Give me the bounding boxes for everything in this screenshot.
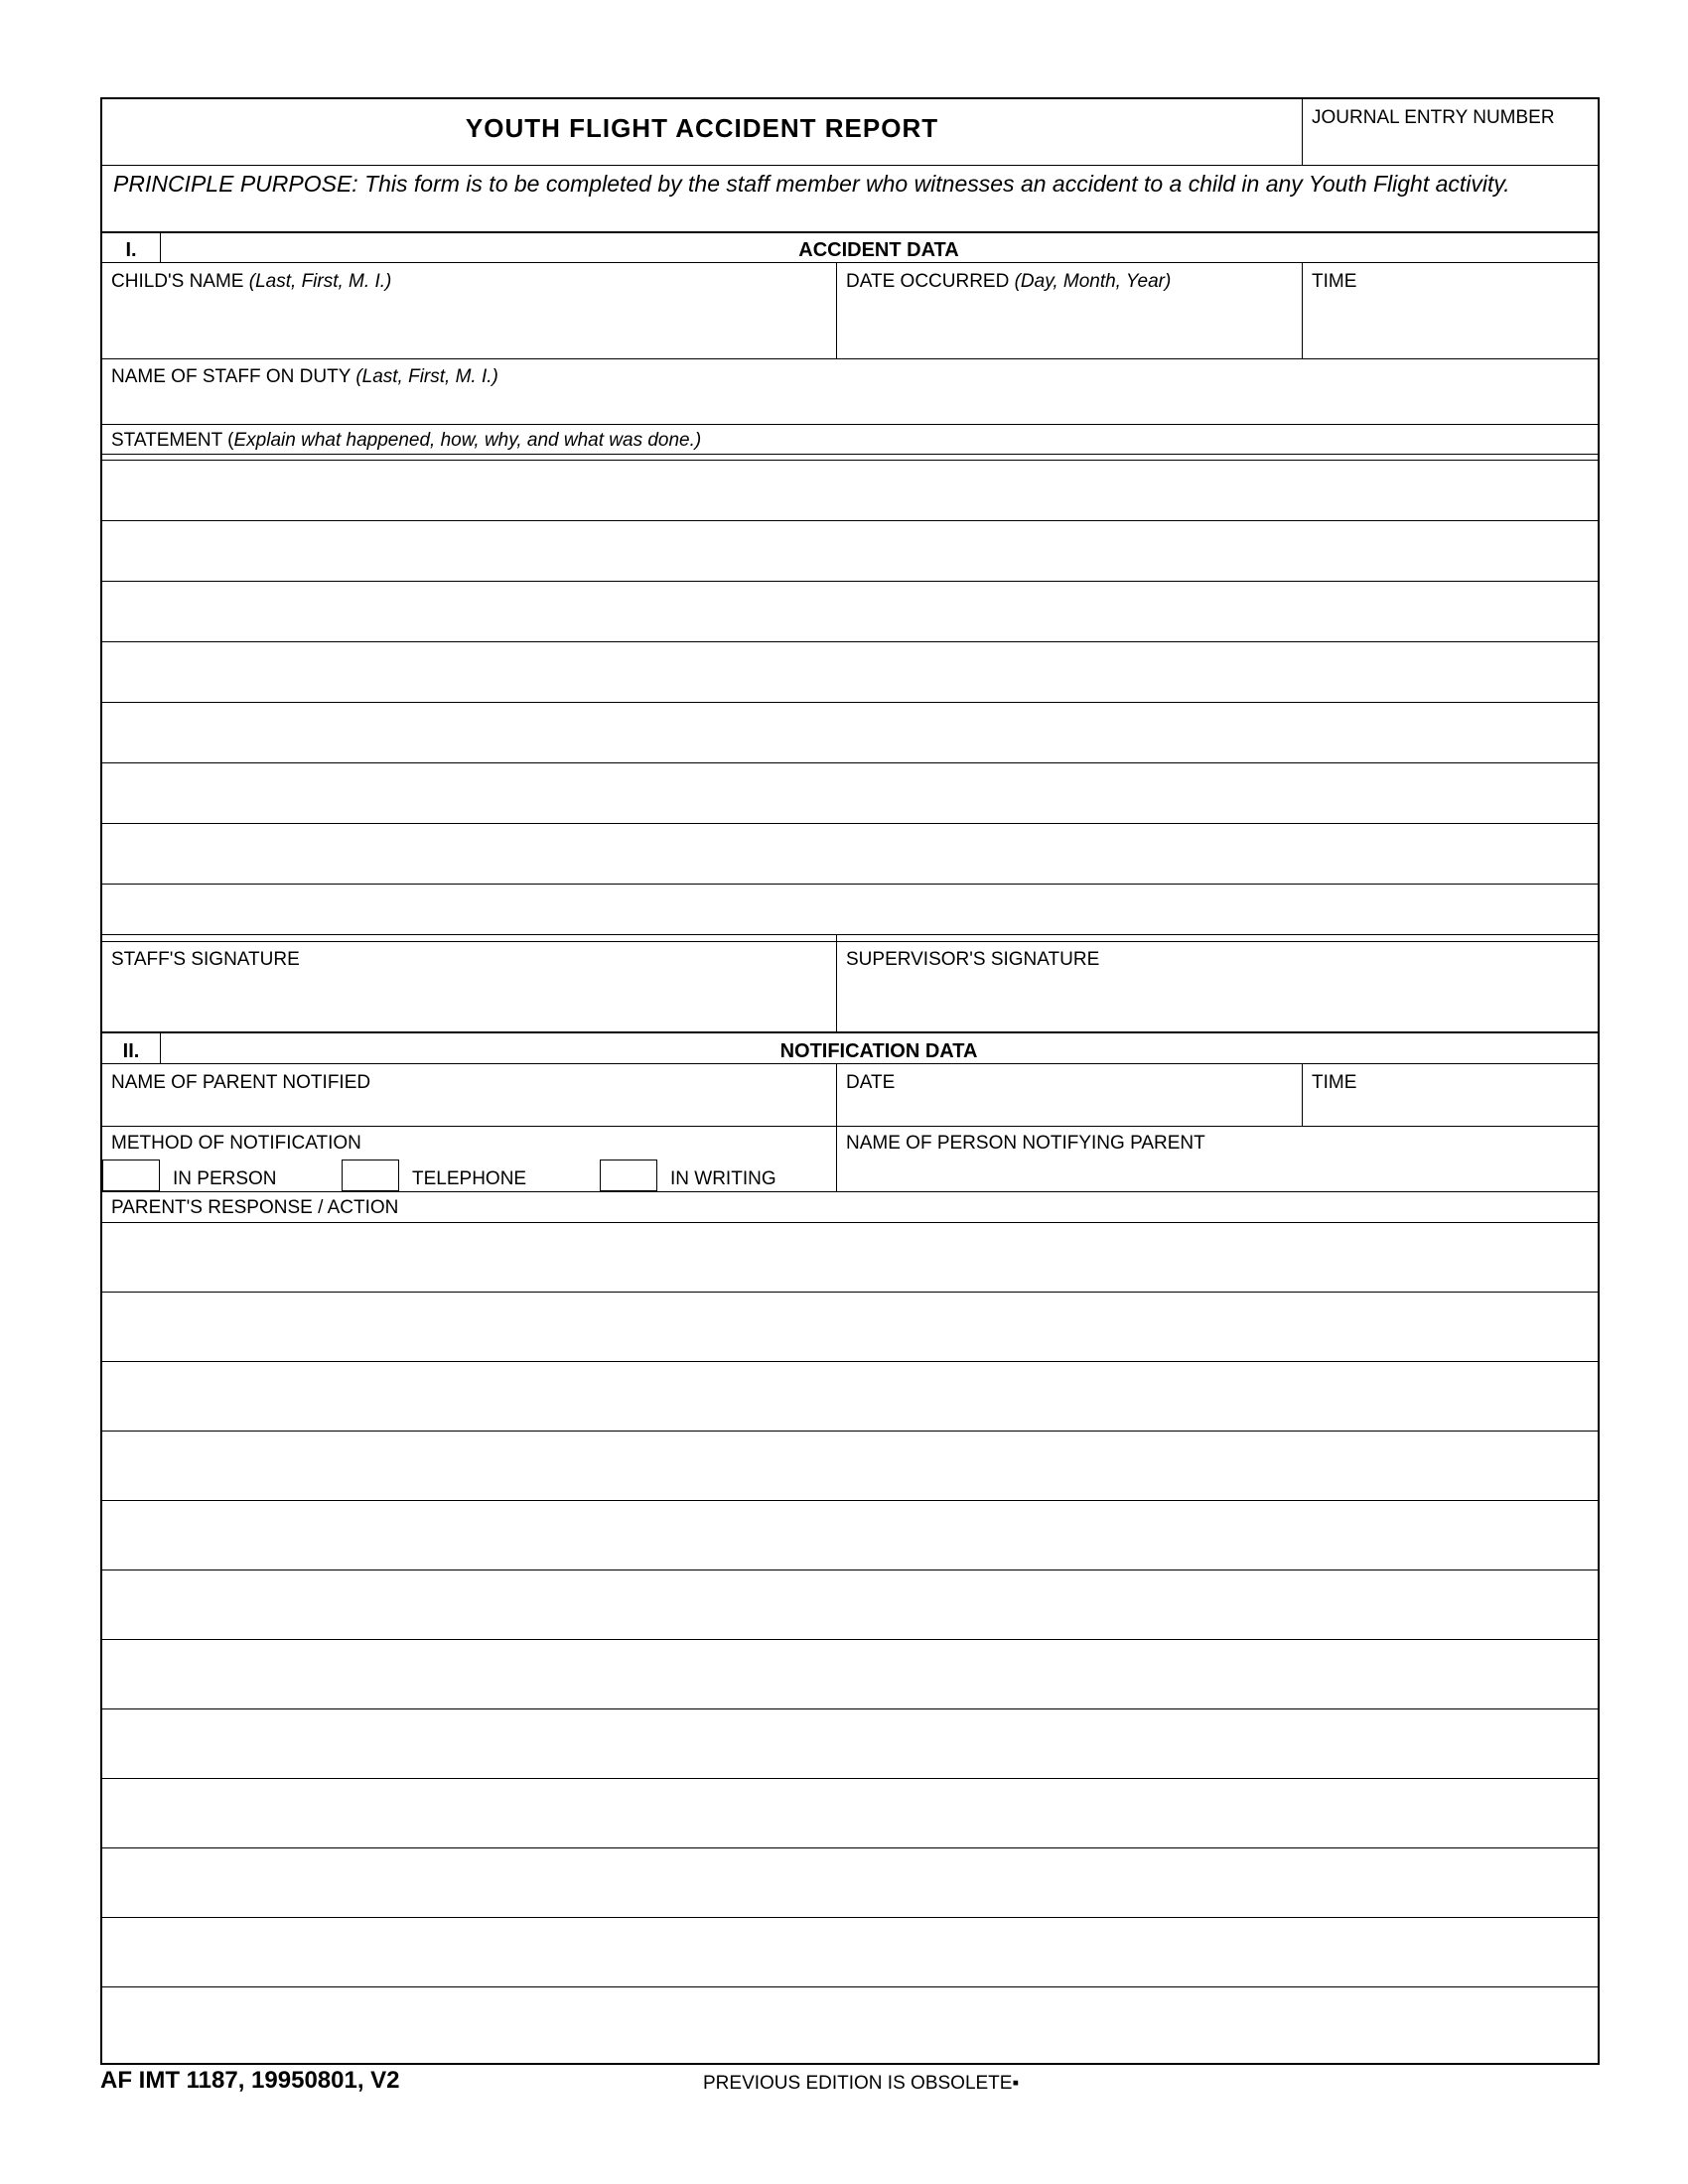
time-label: TIME xyxy=(1312,271,1357,292)
journal-entry-label: JOURNAL ENTRY NUMBER xyxy=(1312,107,1555,128)
staff-signature-input[interactable] xyxy=(111,977,826,1024)
date-occurred-hint: (Day, Month, Year) xyxy=(1014,271,1172,292)
person-notifying-label: NAME OF PERSON NOTIFYING PARENT xyxy=(846,1133,1205,1154)
telephone-checkbox[interactable] xyxy=(342,1160,399,1191)
notification-time-label: TIME xyxy=(1312,1072,1357,1093)
divider xyxy=(102,1031,1598,1033)
divider xyxy=(102,1126,1598,1127)
telephone-label: TELEPHONE xyxy=(412,1168,527,1189)
divider xyxy=(102,262,1598,263)
in-writing-checkbox[interactable] xyxy=(600,1160,657,1191)
childs-name-label-text: CHILD'S NAME xyxy=(111,271,244,292)
statement-label xyxy=(111,430,701,452)
notification-date-label: DATE xyxy=(846,1072,896,1093)
staff-on-duty-label xyxy=(111,366,498,388)
response-line xyxy=(102,1222,1598,1223)
childs-name-label xyxy=(111,271,391,293)
childs-name-hint: (Last, First, M. I.) xyxy=(248,271,392,292)
divider xyxy=(1302,99,1303,165)
divider xyxy=(102,231,1598,233)
parent-response-label: PARENT'S RESPONSE / ACTION xyxy=(111,1197,399,1218)
divider xyxy=(1302,1063,1303,1126)
method-of-notification-label: METHOD OF NOTIFICATION xyxy=(111,1133,361,1154)
divider xyxy=(102,454,1598,455)
divider xyxy=(102,934,1598,935)
section-1-number: I. xyxy=(125,239,137,261)
form-title: YOUTH FLIGHT ACCIDENT REPORT xyxy=(465,113,939,143)
supervisor-signature-label: SUPERVISOR'S SIGNATURE xyxy=(846,949,1100,970)
statement-input[interactable] xyxy=(111,463,1581,929)
divider xyxy=(1302,262,1303,358)
form-identifier: AF IMT 1187, 19950801, V2 xyxy=(100,2067,400,2094)
parent-notified-label: NAME OF PARENT NOTIFIED xyxy=(111,1072,371,1093)
journal-entry-input[interactable] xyxy=(1312,133,1590,159)
divider xyxy=(836,262,837,358)
date-occurred-label xyxy=(846,271,1171,293)
parent-response-input[interactable] xyxy=(111,1225,1581,2057)
statement-line xyxy=(102,460,1598,461)
in-person-label: IN PERSON xyxy=(173,1168,277,1189)
childs-name-input[interactable] xyxy=(111,304,826,351)
notification-date-input[interactable] xyxy=(846,1096,1293,1124)
principle-purpose: PRINCIPLE PURPOSE: This form is to be completed by the staff member who witnesses an accident to a child in any Youth Flight activity. xyxy=(113,171,1510,197)
divider xyxy=(102,424,1598,425)
section-2-number: II. xyxy=(122,1040,140,1062)
date-occurred-label-text: DATE OCCURRED xyxy=(846,271,1010,292)
statement-label-text: STATEMENT ( xyxy=(111,430,234,451)
parent-notified-input[interactable] xyxy=(111,1096,826,1124)
divider xyxy=(102,165,1598,166)
time-input[interactable] xyxy=(1312,304,1590,351)
divider xyxy=(102,941,1598,942)
section-1-title: ACCIDENT DATA xyxy=(798,239,959,261)
edition-note-text: PREVIOUS EDITION IS OBSOLETE xyxy=(703,2073,1013,2094)
divider xyxy=(836,934,837,1031)
supervisor-signature-input[interactable] xyxy=(846,977,1581,1024)
accident-report-form xyxy=(100,97,1600,2065)
person-notifying-input[interactable] xyxy=(846,1158,1581,1187)
staff-signature-label: STAFF'S SIGNATURE xyxy=(111,949,300,970)
divider xyxy=(102,1191,1598,1192)
section-2-title: NOTIFICATION DATA xyxy=(779,1040,978,1062)
notification-time-input[interactable] xyxy=(1312,1096,1590,1124)
divider xyxy=(836,1063,837,1191)
date-occurred-input[interactable] xyxy=(846,304,1293,351)
staff-on-duty-hint: (Last, First, M. I.) xyxy=(355,366,498,387)
statement-hint: Explain what happened, how, why, and what was done.) xyxy=(233,430,702,451)
staff-on-duty-input[interactable] xyxy=(111,391,1581,421)
edition-mark: ▪ xyxy=(1012,2073,1020,2094)
divider xyxy=(102,358,1598,359)
staff-on-duty-label-text: NAME OF STAFF ON DUTY xyxy=(111,366,352,387)
in-writing-label: IN WRITING xyxy=(670,1168,776,1189)
edition-note xyxy=(703,2073,1019,2095)
in-person-checkbox[interactable] xyxy=(102,1160,160,1191)
divider xyxy=(102,1063,1598,1064)
